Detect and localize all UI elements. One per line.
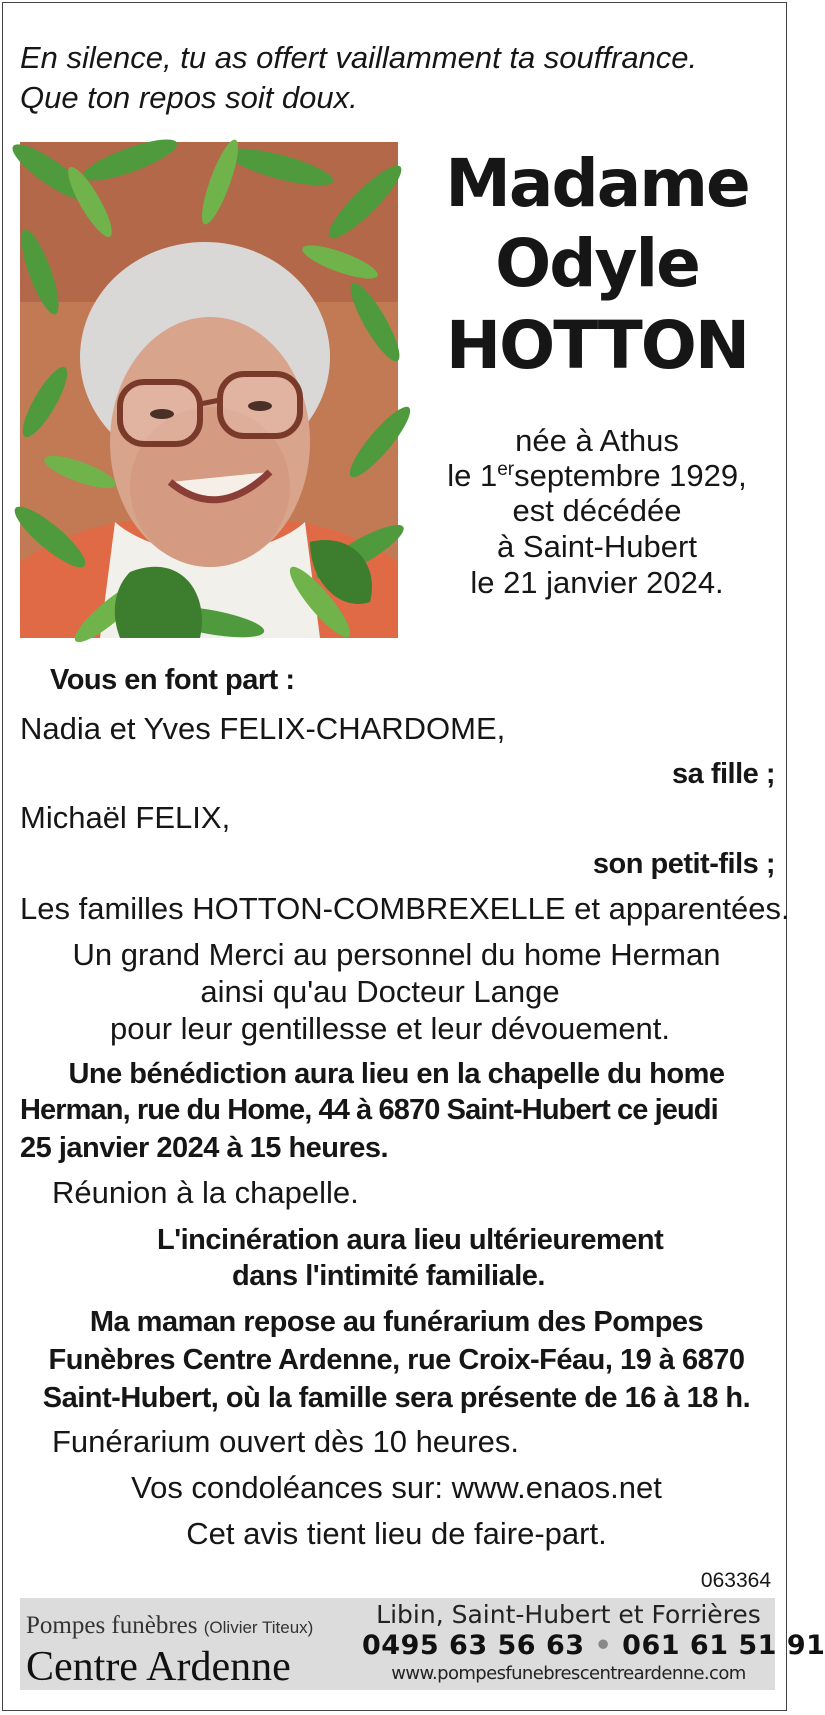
notice-text: Cet avis tient lieu de faire-part. [186, 1516, 607, 1551]
condolences-text: Vos condoléances sur: www.enaos.net [131, 1470, 662, 1505]
footer-company-name: Centre Ardenne [26, 1644, 291, 1690]
announce-person-1: Nadia et Yves FELIX-CHARDOME, [20, 711, 506, 746]
footer-locations: Libin, Saint-Hubert et Forrières [376, 1600, 761, 1629]
portrait-photo [20, 142, 398, 638]
funerarium-line-2: Funèbres Centre Ardenne, rue Croix-Féau, 19 à 6870 [48, 1344, 745, 1376]
quote-line-1: En silence, tu as offert vaillamment ta souffrance. [20, 40, 698, 75]
ceremony-line-3: 25 janvier 2024 à 15 heures. [20, 1132, 389, 1164]
funerarium-line-1: Ma maman repose au funérarium des Pompes [89, 1306, 704, 1338]
footer-phone-1[interactable]: 0495 63 56 63 [362, 1630, 585, 1661]
thanks-line-1: Un grand Merci au personnel du home Herman [72, 937, 721, 972]
thanks-line-2: ainsi qu'au Docteur Lange [200, 974, 560, 1009]
bio-died: est décédée [512, 493, 682, 528]
cremation-line-1: L'incinération aura lieu ultérieurement [157, 1224, 664, 1256]
ceremony-line-1: Une bénédiction aura lieu en la chapelle du home [68, 1058, 725, 1090]
announce-heading: Vous en font part : [50, 664, 295, 696]
footer-contact [362, 1598, 825, 1686]
footer-company-sub: (Olivier Titeux) [203, 1618, 314, 1637]
footer-phone-2[interactable]: 061 61 51 91 [622, 1630, 825, 1661]
footer-phones [362, 1630, 825, 1662]
funerarium-line-3: Saint-Hubert, où la famille sera présente de 16 à 18 h. [42, 1382, 751, 1414]
thanks-line-3: pour leur gentillesse et leur dévouement. [109, 1011, 671, 1046]
footer-separator: • [594, 1630, 613, 1661]
announce-relation-2: son petit-fils ; [592, 848, 775, 880]
ceremony-line-2: Herman, rue du Home, 44 à 6870 Saint-Hubert ce jeudi [20, 1094, 718, 1126]
name-first: Odyle [495, 225, 699, 302]
reference-number: 063364 [700, 1569, 771, 1592]
cremation-line-2: dans l'intimité familiale. [232, 1260, 545, 1292]
announce-person-2: Michaël FELIX, [20, 800, 231, 835]
bio-death-date: le 21 janvier 2024. [470, 565, 724, 600]
funerarium-hours: Funérarium ouvert dès 10 heures. [52, 1424, 519, 1459]
name-last: HOTTON [445, 307, 749, 384]
announce-families: Les familles HOTTON-COMBREXELLE et apparentées. [20, 891, 790, 926]
bio-birth-date: le 1erseptembre 1929, [447, 458, 747, 493]
ceremony-meeting: Réunion à la chapelle. [52, 1175, 359, 1210]
announce-relation-1: sa fille ; [672, 758, 775, 790]
footer-website[interactable]: www.pompesfunebrescentreardenne.com [391, 1663, 746, 1684]
name-title: Madame [445, 145, 749, 222]
footer-company-line-1: Pompes funèbres (Olivier Titeux) [26, 1612, 314, 1639]
footer-advert [20, 1598, 825, 1690]
bio-place: à Saint-Hubert [497, 529, 697, 564]
bio-born: née à Athus [515, 423, 679, 458]
quote-line-2: Que ton repos soit doux. [20, 80, 358, 115]
